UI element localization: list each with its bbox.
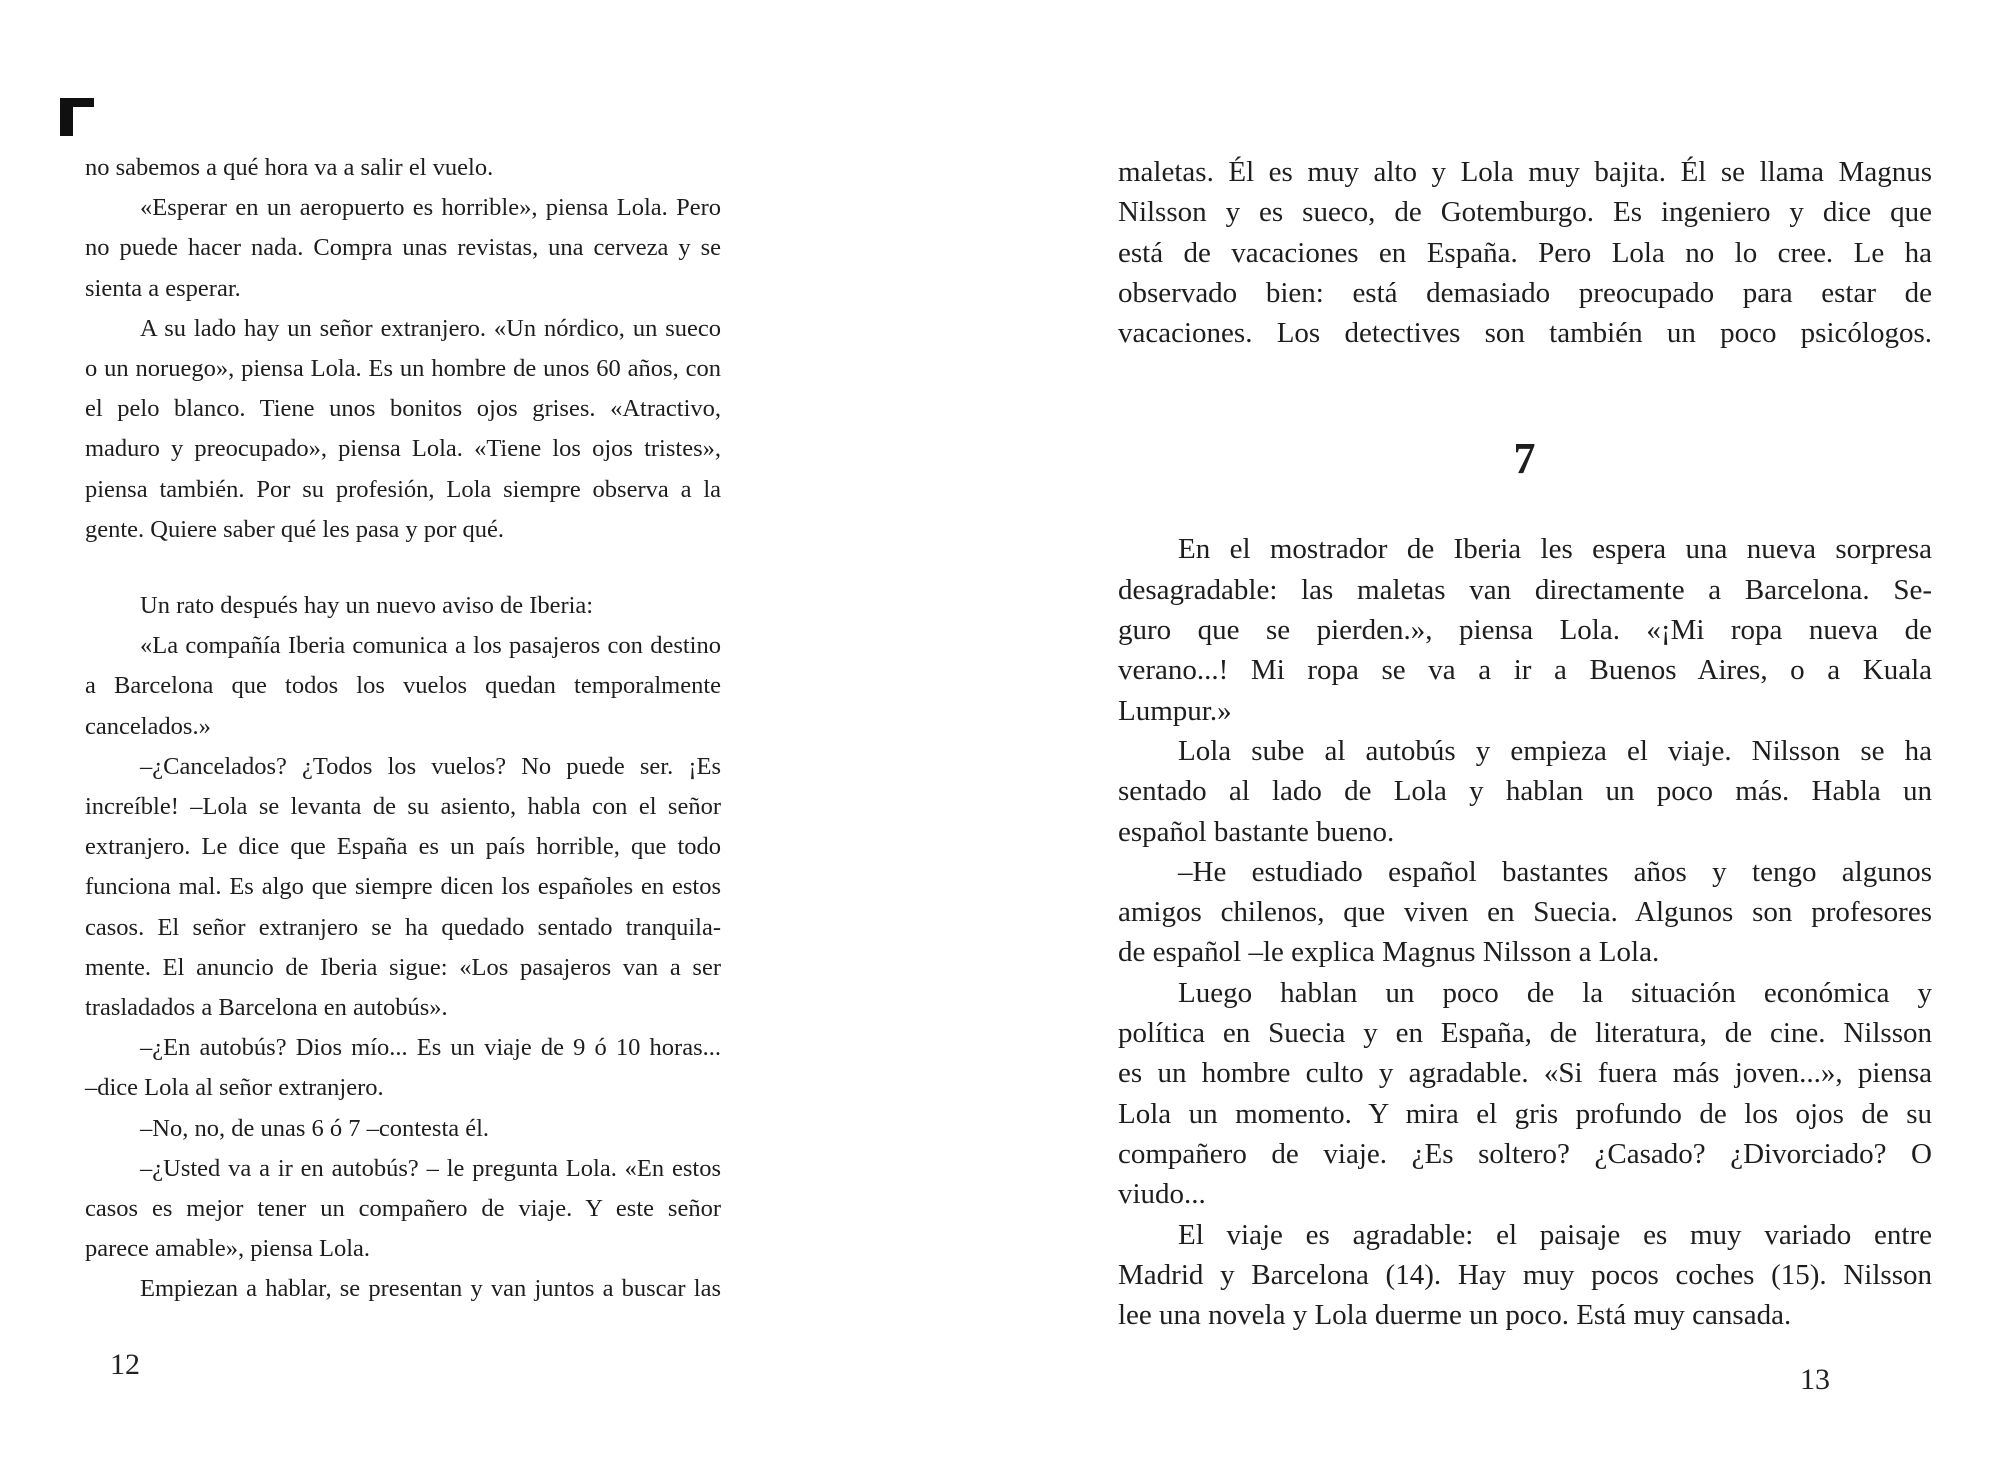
paragraph-gap xyxy=(1118,487,1932,529)
text-line: gente. Quiere saber qué les pasa y por qué. xyxy=(85,515,505,543)
text-line: verano...! Mi ropa se va a ir a Buenos Aires, o a Kuala xyxy=(1118,654,1932,687)
paragraph-gap xyxy=(1118,353,1932,431)
text-line: «La compañía Iberia comunica a los pasajeros con destino xyxy=(140,632,721,660)
text-line: mente. El anuncio de Iberia sigue: «Los pasajeros van a ser xyxy=(85,953,721,981)
text-line: no puede hacer nada. Compra unas revistas, una cerveza y se xyxy=(85,234,721,262)
text-line: sienta a esperar. xyxy=(85,274,241,302)
text-line: Luego hablan un poco de la situación económica y xyxy=(1178,976,1932,1009)
text-line: trasladados a Barcelona en autobús». xyxy=(85,994,448,1022)
text-line: –He estudiado español bastantes años y tengo algunos xyxy=(1178,855,1932,888)
text-line: español bastante bueno. xyxy=(1118,815,1395,848)
scan-artifact xyxy=(60,98,94,107)
text-line: viudo... xyxy=(1118,1178,1206,1211)
page-number-left: 12 xyxy=(110,1348,140,1381)
text-line: casos es mejor tener un compañero de viaje. Y este señor xyxy=(85,1195,721,1223)
text-line: está de vacaciones en España. Pero Lola no lo cree. Le ha xyxy=(1118,236,1932,269)
text-line: extranjero. Le dice que España es un país horrible, que todo xyxy=(85,833,721,861)
text-line: maletas. Él es muy alto y Lola muy bajita. Él se llama Magnus xyxy=(1118,156,1932,188)
text-line: política en Suecia y en España, de literatura, de cine. Nilsson xyxy=(1118,1017,1932,1050)
text-line: es un hombre culto y agradable. «Si fuera más joven...», piensa xyxy=(1118,1057,1932,1090)
text-line: –¿Usted va a ir en autobús? – le pregunta Lola. «En estos xyxy=(140,1154,721,1182)
book-page-left xyxy=(85,148,721,1310)
text-line: lee una novela y Lola duerme un poco. Está muy cansada. xyxy=(1118,1299,1792,1332)
text-line: sentado al lado de Lola y hablan un poco más. Habla un xyxy=(1118,775,1932,808)
text-line: Lola un momento. Y mira el gris profundo de los ojos de su xyxy=(1118,1097,1932,1130)
text-line: –¿En autobús? Dios mío... Es un viaje de 9 ó 10 horas... xyxy=(140,1034,721,1062)
text-line: el pelo blanco. Tiene unos bonitos ojos grises. «Atractivo, xyxy=(85,395,721,423)
text-line: Empiezan a hablar, se presentan y van juntos a buscar las xyxy=(140,1275,721,1303)
text-line: desagradable: las maletas van directamente a Barcelona. Se- xyxy=(1118,573,1932,606)
text-line: increíble! –Lola se levanta de su asiento, habla con el señor xyxy=(85,793,721,821)
text-line: piensa también. Por su profesión, Lola siempre observa a la xyxy=(85,475,721,503)
text-line: –dice Lola al señor extranjero. xyxy=(85,1074,384,1102)
text-line: A su lado hay un señor extranjero. «Un nórdico, un sueco xyxy=(140,314,721,342)
page-number-right: 13 xyxy=(1800,1363,1830,1396)
text-line: guro que se pierden.», piensa Lola. «¡Mi ropa nueva de xyxy=(1118,614,1932,647)
paragraph-gap xyxy=(85,550,721,586)
text-line: vacaciones. Los detectives son también un poco psicólogos. xyxy=(1118,317,1932,350)
text-line: parece amable», piensa Lola. xyxy=(85,1235,371,1263)
text-line: funciona mal. Es algo que siempre dicen los españoles en estos xyxy=(85,873,721,901)
text-line: de español –le explica Magnus Nilsson a Lola. xyxy=(1118,936,1660,969)
text-line: Un rato después hay un nuevo aviso de Iberia: xyxy=(140,592,594,620)
text-line: cancelados.» xyxy=(85,712,211,740)
text-line: o un noruego», piensa Lola. Es un hombre de unos 60 años, con xyxy=(85,355,721,383)
text-line: El viaje es agradable: el paisaje es muy variado entre xyxy=(1178,1218,1932,1251)
text-line: compañero de viaje. ¿Es soltero? ¿Casado? ¿Divorciado? O xyxy=(1118,1137,1932,1170)
text-line: amigos chilenos, que viven en Suecia. Algunos son profesores xyxy=(1118,896,1932,929)
book-page-right xyxy=(1118,152,1932,1335)
text-line: Nilsson y es sueco, de Gotemburgo. Es ingeniero y dice que xyxy=(1118,196,1932,229)
text-line: Lumpur.» xyxy=(1118,694,1232,727)
text-line: maduro y preocupado», piensa Lola. «Tiene los ojos tristes», xyxy=(85,435,721,463)
text-line: Madrid y Barcelona (14). Hay muy pocos coches (15). Nilsson xyxy=(1118,1258,1932,1291)
text-line: –No, no, de unas 6 ó 7 –contesta él. xyxy=(140,1114,490,1142)
text-line: –¿Cancelados? ¿Todos los vuelos? No puede ser. ¡Es xyxy=(140,752,721,780)
text-line: no sabemos a qué hora va a salir el vuelo. xyxy=(85,154,494,181)
text-line: En el mostrador de Iberia les espera una nueva sorpresa xyxy=(1178,533,1932,566)
text-line: «Esperar en un aeropuerto es horrible», piensa Lola. Pero xyxy=(140,194,721,222)
text-line: Lola sube al autobús y empieza el viaje. Nilsson se ha xyxy=(1178,734,1932,767)
text-line: observado bien: está demasiado preocupado para estar de xyxy=(1118,276,1932,309)
text-line: casos. El señor extranjero se ha quedado sentado tranquila- xyxy=(85,913,721,941)
chapter-heading: 7 xyxy=(1513,434,1537,484)
text-line: a Barcelona que todos los vuelos quedan temporalmente xyxy=(85,672,721,700)
